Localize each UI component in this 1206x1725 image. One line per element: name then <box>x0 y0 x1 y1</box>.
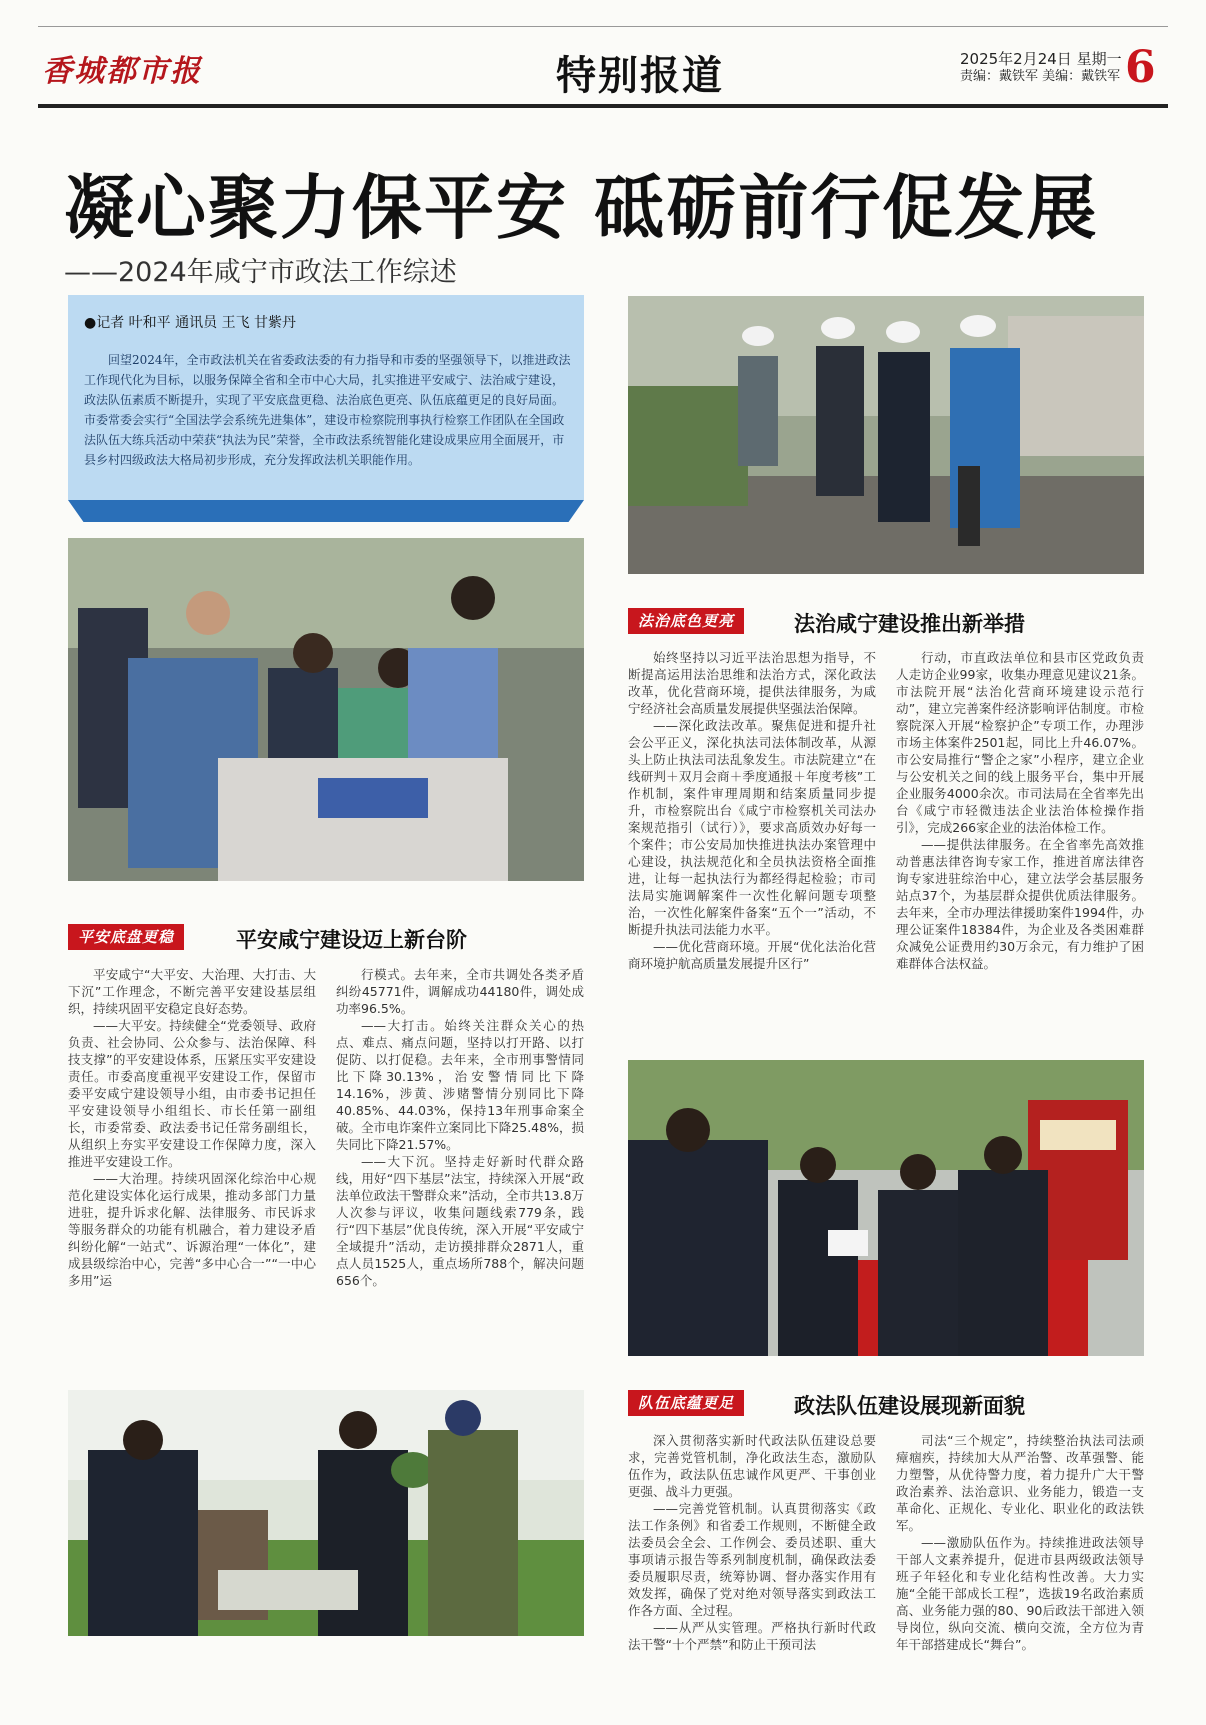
safety-column-1 <box>68 966 316 1354</box>
team-column-2 <box>896 1432 1144 1692</box>
paragraph: ——优化营商环境。开展“优化法治化营商环境护航高质量发展提升区行” <box>628 939 876 971</box>
photo-harvest-help <box>68 1390 584 1636</box>
paragraph: ——提供法律服务。在全省率先高效推动普惠法律咨询专家工作，推进首席法律咨询专家进驻综治中心，建立法学会基层服务站点37个，为基层群众提供优质法律服务。去年来，全市办理法律援助案件1994件，办理公证案件18384件，为企业及各类困难群众减免公证费用约30万余元，有力维护了困难群体合法权益。 <box>896 837 1144 971</box>
safety-column-2 <box>336 966 584 1354</box>
byline: ●记者 叶和平 通讯员 王飞 甘紫丹 <box>84 315 297 331</box>
section-tag-rule-of-law: 法治底色更亮 <box>628 608 744 634</box>
section-tag-safety: 平安底盘更稳 <box>68 924 184 950</box>
paragraph: ——完善党管机制。认真贯彻落实《政法工作条例》和省委工作规则，不断健全政法委员会全会、工作例会、委员述职、重大事项请示报告等系列制度机制，确保政法委委员履职尽责，统筹协调、督办落实作用有效发挥，确保了党对绝对领导落实到政法工作各方面、全过程。 <box>628 1501 876 1618</box>
editor-credits: 责编：戴铁军 美编：戴铁军 <box>960 69 1121 84</box>
sub-headline: ——2024年咸宁市政法工作综述 <box>64 257 457 288</box>
issue-date: 2025年2月24日 星期一 <box>960 50 1122 68</box>
section-heading-team: 政法队伍建设展现新面貌 <box>794 1393 1025 1418</box>
page-number: 6 <box>1125 42 1156 93</box>
lead-box-bar <box>68 500 584 522</box>
paragraph: ——大平安。持续健全“党委领导、政府负责、社会协同、公众参与、法治保障、科技支撑”的平安建设体系，压紧压实平安建设责任。市委高度重视平安建设工作，保留市委平安咸宁建设领导小组，由市委书记担任平安建设领导小组组长、市长任第一副组长，市委常委、政法委书记任常务副组长，从组织上夯实平安建设工作保障力度，深入推进平安建设工作。 <box>68 1018 316 1169</box>
section-heading-rule-of-law: 法治咸宁建设推出新举措 <box>794 611 1025 636</box>
paragraph: 始终坚持以习近平法治思想为指导，不断提高运用法治思维和法治方式，深化政法改革，优化营商环境，提供法律服务，为咸宁经济社会高质量发展提供坚强法治保障。 <box>628 650 876 716</box>
team-column-1 <box>628 1432 876 1692</box>
rule-of-law-column-2 <box>896 649 1144 1061</box>
rule-of-law-column-1 <box>628 649 876 1061</box>
section-title: 特别报道 <box>556 53 724 99</box>
photo-legal-service-booth <box>628 1060 1144 1356</box>
paragraph: 深入贯彻落实新时代政法队伍建设总要求，完善党管机制，净化政法生态，激励队伍作为，政法队伍忠诚作风更严、干事创业更强、战斗力更强。 <box>628 1433 876 1499</box>
top-rule <box>38 26 1168 27</box>
paragraph: ——激励队伍作为。持续推进政法领导干部人文素养提升，促进市县两级政法领导班子年轻化和专业化结构性改善。大力实施“全能干部成长工程”，选拔19名政治素质高、业务能力强的80、90后政法干部进入领导岗位，纵向交流、横向交流，全方位为青年干部搭建成长“舞台”。 <box>896 1535 1144 1652</box>
section-tag-team: 队伍底蕴更足 <box>628 1390 744 1416</box>
paragraph: 行动，市直政法单位和县市区党政负责人走访企业99家，收集办理意见建议21条。市法院开展“法治化营商环境建设示范行动”，建立完善案件经济影响评估制度。市检察院深入开展“检察护企”专项工作，办理涉市场主体案件2501起，同比上升46.07%。市公安局推行“警企之家”小程序，建立企业与公安机关之间的线上服务平台，集中开展企业服务4000余次。市司法局在全省率先出台《咸宁市轻微违法企业法治体检操作指引》，完成266家企业的法治体检工作。 <box>896 650 1144 835</box>
paragraph: ——大治理。持续巩固深化综治中心规范化建设实体化运行成果，推动多部门力量进驻，提升诉求化解、法律服务、市民诉求等服务群众的功能有机融合，着力建设矛盾纠纷化解“一站式”、诉源治理“一体化”，建成县级综治中心，完善“多中心合一”“一中心多用”运 <box>68 1171 316 1288</box>
newspaper-logo: 香城都市报 <box>42 54 202 89</box>
paragraph: ——大下沉。坚持走好新时代群众路线，用好“四下基层”法宝，持续深入开展“政法单位政法干警群众来”活动，全市共13.8万人次参与评议，收集问题线索779条，践行“四下基层”优良传统，深入开展“平安咸宁全域提升”活动，走访摸排群众2871人，重点人员1525人，重点场所788个，解决问题656个。 <box>336 1154 584 1288</box>
lead-paragraph: 回望2024年，全市政法机关在省委政法委的有力指导和市委的坚强领导下，以推进政法工作现代化为目标，以服务保障全省和全市中心大局，扎实推进平安咸宁、法治咸宁建设，政法队伍素质不断提升，实现了平安底盘更稳、法治底色更亮、队伍底蕴更足的良好局面。市委常委会实行“全国法学会系统先进集体”，建设市检察院刑事执行检察工作团队在全国政法队伍大练兵活动中荣获“执法为民”荣誉，全市政法系统智能化建设成果应用全面展开，市县乡村四级政法大格局初步形成，充分发挥政法机关职能作用。 <box>84 353 571 467</box>
paragraph: ——从严从实管理。严格执行新时代政法干警“十个严禁”和防止干预司法 <box>628 1620 876 1652</box>
paragraph: ——大打击。始终关注群众关心的热点、难点、痛点问题，坚持以打开路、以打促防、以打促稳。去年来，全市刑事警情同比下降30.13%，治安警情同比下降14.16%，涉黄、涉赌警情分别同比下降40.85%、44.03%，保持13年刑事命案全破。全市电诈案件立案同比下降25.48%，损失同比下降21.57%。 <box>336 1018 584 1152</box>
photo-officials-inspection <box>628 296 1144 574</box>
dateline <box>960 50 1122 86</box>
paragraph: ——深化政法改革。聚焦促进和提升社会公平正义，深化执法司法体制改革，从源头上防止执法司法乱象发生。市法院建立“在线研判＋双月会商＋季度通报＋年度考核”工作机制，案件审理周期和结案质量同步提升，市检察院出台《咸宁市检察机关司法办案规范指引（试行）》，要求高质效办好每一个案件；市公安局加快推进执法办案管理中心建设，执法规范化和全员执法资格全面推进，让每一起执法行为都经得起检验；市司法局实施调解案件一次性化解问题专项整治，一次性化解案件备案“五个一”活动，不断提升执法司法能力水平。 <box>628 718 876 937</box>
photo-handshake-outreach <box>68 538 584 881</box>
paragraph: 平安咸宁“大平安、大治理、大打击、大下沉”工作理念，不断完善平安建设基层组织，持续巩固平安稳定良好态势。 <box>68 967 316 1016</box>
paragraph: 行模式。去年来，全市共调处各类矛盾纠纷45771件，调解成功44180件，调处成功率96.5%。 <box>336 967 584 1016</box>
masthead-rule <box>38 104 1168 108</box>
paragraph: 司法“三个规定”，持续整治执法司法顽瘴痼疾，持续加大从严治警、改革强警、能力塑警，从优待警力度，着力提升广大干警政治素养、法治意识、业务能力，锻造一支革命化、正规化、专业化、职业化的政法铁军。 <box>896 1433 1144 1533</box>
main-headline: 凝心聚力保平安 砥砺前行促发展 <box>64 167 1099 249</box>
section-heading-safety: 平安咸宁建设迈上新台阶 <box>236 927 467 952</box>
